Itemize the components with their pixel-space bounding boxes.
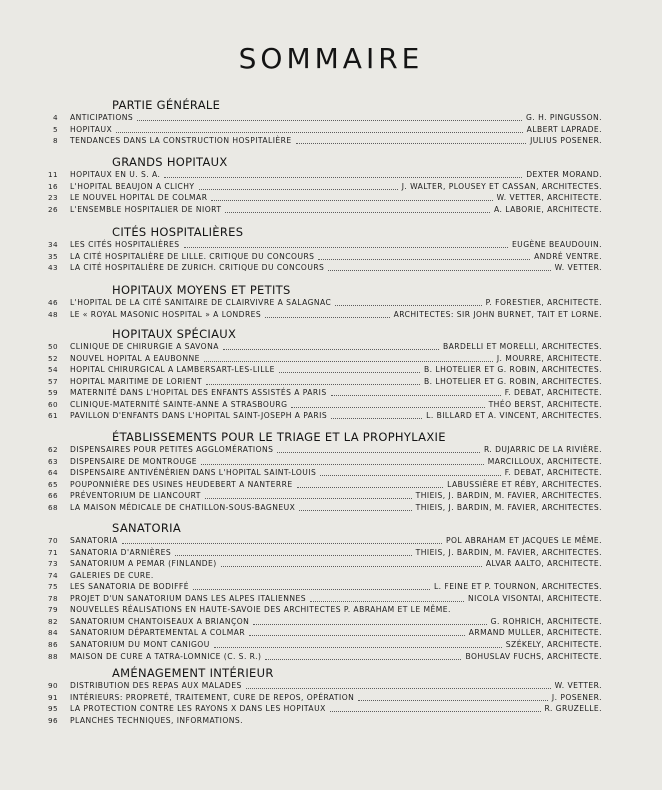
- page-number: 34: [47, 240, 58, 249]
- entry-author: ARMAND MULLER, ARCHITECTE.: [468, 628, 602, 638]
- entry-title: HOPITAUX: [70, 124, 113, 134]
- page-number: 63: [47, 456, 58, 466]
- page-number: 75: [47, 582, 58, 592]
- entry-author: J. POSENER.: [551, 692, 602, 702]
- toc-entry: [44, 702, 602, 714]
- entry-author: MARCILLOUX, ARCHITECTE.: [487, 456, 602, 466]
- toc-entry: [44, 691, 602, 703]
- page-number: 96: [47, 715, 58, 725]
- section-heading: AMÉNAGEMENT INTÉRIEUR: [112, 666, 274, 680]
- entry-author: R. DUJARRIC DE LA RIVIÈRE.: [483, 445, 602, 454]
- page-number: 73: [47, 559, 58, 569]
- dot-leader: [310, 599, 464, 602]
- page-number: 70: [47, 536, 58, 545]
- toc-entry: [44, 455, 602, 467]
- toc-entry: [44, 308, 602, 320]
- page-number: 71: [47, 547, 58, 557]
- toc-entry: [44, 111, 602, 123]
- dot-leader: [199, 187, 398, 190]
- entry-author: F. DEBAT, ARCHITECTE.: [504, 468, 602, 478]
- entry-author: SZÉKELY, ARCHITECTE.: [505, 639, 602, 649]
- dot-leader: [122, 541, 442, 544]
- entry-author: L. FEINE ET P. TOURNON, ARCHITECTES.: [434, 582, 602, 592]
- toc-entry: [44, 398, 602, 410]
- dot-leader: [299, 508, 411, 511]
- entry-title: LE NOUVEL HOPITAL DE COLMAR: [70, 193, 208, 203]
- dot-leader: [331, 393, 501, 396]
- entry-author: W. VETTER.: [554, 263, 602, 273]
- entry-author: THIEIS, J. BARDIN, M. FAVIER, ARCHITECTES.: [415, 502, 602, 512]
- section-heading: PARTIE GÉNÉRALE: [112, 98, 221, 112]
- entry-title: TENDANCES DANS LA CONSTRUCTION HOSPITALIÈRE: [70, 136, 292, 146]
- page-number: 60: [47, 399, 58, 409]
- page-number: 64: [47, 468, 58, 478]
- entry-title: LES CITÉS HOSPITALIÈRES: [70, 240, 180, 249]
- toc-entry: [44, 603, 602, 615]
- page-number: 74: [47, 570, 58, 580]
- entry-author: THIEIS, J. BARDIN, M. FAVIER, ARCHITECTES.: [415, 491, 602, 501]
- entry-title: HOPITAL CHIRURGICAL A LAMBERSART-LES-LILLE: [70, 365, 275, 375]
- toc-entry: [44, 626, 602, 638]
- entry-title: NOUVELLES RÉALISATIONS EN HAUTE-SAVOIE DES ARCHITECTES P. ABRAHAM ET LE MÊME.: [70, 605, 451, 615]
- toc-entry: [44, 478, 602, 490]
- toc-entry: [44, 501, 602, 513]
- entry-title: INTÉRIEURS: PROPRETÉ, TRAITEMENT, CURE DE REPOS, OPÉRATION: [70, 692, 355, 702]
- dot-leader: [214, 645, 502, 648]
- entry-author: POL ABRAHAM ET JACQUES LE MÊME.: [445, 536, 602, 545]
- section-heading: CITÉS HOSPITALIÈRES: [112, 225, 244, 239]
- entry-title: LES SANATORIA DE BODIFFÉ: [70, 582, 189, 592]
- page-number: 91: [47, 692, 58, 702]
- toc-entry: [44, 557, 602, 569]
- entry-title: SANATORIUM DÉPARTEMENTAL A COLMAR: [70, 628, 246, 638]
- dot-leader: [116, 130, 523, 133]
- page-number: 5: [52, 124, 58, 134]
- entry-title: SANATORIUM DU MONT CANIGOU: [70, 639, 210, 649]
- entry-title: LA CITÉ HOSPITALIÈRE DE LILLE. CRITIQUE DU CONCOURS: [70, 251, 315, 261]
- page-number: 54: [47, 365, 58, 375]
- entry-title: CLINIQUE DE CHIRURGIE A SAVONA: [70, 342, 219, 351]
- dot-leader: [193, 587, 430, 590]
- entry-author: ALVAR AALTO, ARCHITECTE.: [485, 559, 602, 569]
- entry-author: J. WALTER, PLOUSEY ET CASSAN, ARCHITECTES.: [401, 181, 602, 191]
- toc-entry: [44, 386, 602, 398]
- section-heading: GRANDS HOPITAUX: [112, 155, 228, 169]
- toc-entry: [44, 569, 602, 581]
- dot-leader: [265, 315, 389, 318]
- entry-title: PROJET D'UN SANATORIUM DANS LES ALPES ITALIENNES: [70, 593, 307, 603]
- toc-entry: [44, 180, 602, 192]
- page-number: 90: [47, 681, 58, 690]
- toc-entry: [44, 250, 602, 262]
- toc-entry: [44, 363, 602, 375]
- dot-leader: [201, 462, 484, 465]
- page-number: 62: [47, 445, 58, 454]
- section-heading: SANATORIA: [112, 521, 181, 535]
- entry-title: MATERNITÉ DANS L'HOPITAL DES ENFANTS ASSISTÉS A PARIS: [70, 388, 327, 398]
- dot-leader: [318, 257, 530, 260]
- toc-entry: [44, 534, 602, 546]
- entry-author: ARCHITECTES: SIR JOHN BURNET, TAIT ET LORNE.: [393, 309, 602, 319]
- dot-leader: [249, 633, 465, 636]
- entry-author: F. DEBAT, ARCHITECTE.: [504, 388, 602, 398]
- entry-title: SANATORIUM A PEMAR (FINLANDE): [70, 559, 217, 569]
- dot-leader: [221, 564, 482, 567]
- section-heading: HOPITAUX MOYENS ET PETITS: [112, 283, 291, 297]
- page-number: 79: [47, 605, 58, 615]
- toc-entry: [44, 714, 602, 726]
- dot-leader: [164, 175, 522, 178]
- toc-entry: [44, 134, 602, 146]
- dot-leader: [211, 198, 492, 201]
- page-number: 88: [47, 651, 58, 661]
- toc-entry: [44, 592, 602, 604]
- toc-entry: [44, 352, 602, 364]
- page-title: SOMMAIRE: [238, 42, 424, 75]
- page-number: 23: [47, 193, 58, 203]
- entry-title: GALERIES DE CURE.: [70, 570, 154, 580]
- dot-leader: [246, 686, 551, 689]
- dot-leader: [330, 709, 541, 712]
- page-number: 52: [47, 353, 58, 363]
- entry-author: LABUSSIÈRE ET RÉBY, ARCHITECTES.: [447, 479, 602, 489]
- entry-author: THÉO BERST, ARCHITECTE.: [488, 399, 602, 409]
- page-number: 68: [47, 502, 58, 512]
- page-number: 86: [47, 639, 58, 649]
- toc-entry: [44, 375, 602, 387]
- toc-entry: [44, 123, 602, 135]
- entry-author: ANDRÉ VENTRE.: [534, 251, 602, 261]
- entry-title: PAVILLON D'ENFANTS DANS L'HOPITAL SAINT-JOSEPH A PARIS: [70, 411, 328, 421]
- dot-leader: [175, 553, 411, 556]
- entry-author: EUGÈNE BEAUDOUIN.: [511, 240, 602, 249]
- page-number: 78: [47, 593, 58, 603]
- page-number: 8: [52, 136, 58, 146]
- toc-entry: [44, 615, 602, 627]
- entry-author: G. H. PINGUSSON.: [526, 113, 602, 122]
- entry-title: POUPONNIÈRE DES USINES HEUDEBERT A NANTERRE: [70, 479, 293, 489]
- dot-leader: [184, 245, 508, 248]
- page-number: 26: [47, 204, 58, 214]
- entry-author: THIEIS, J. BARDIN, M. FAVIER, ARCHITECTES.: [415, 547, 602, 557]
- page-number: 61: [47, 411, 58, 421]
- entry-title: MAISON DE CURE A TATRA-LOMNICE (C. S. R.): [70, 651, 262, 661]
- toc-entry: [44, 409, 602, 421]
- entry-title: NOUVEL HOPITAL A EAUBONNE: [70, 353, 200, 363]
- entry-author: JULIUS POSENER.: [530, 136, 602, 146]
- toc-entry: [44, 191, 602, 203]
- entry-title: SANATORIA: [70, 536, 118, 545]
- dot-leader: [206, 382, 420, 385]
- toc-entry: [44, 489, 602, 501]
- entry-title: HOPITAL MARITIME DE LORIENT: [70, 376, 203, 386]
- page-number: 66: [47, 491, 58, 501]
- entry-title: L'HOPITAL BEAUJON A CLICHY: [70, 181, 195, 191]
- page-number: 4: [52, 113, 58, 122]
- page-number: 43: [47, 263, 58, 273]
- entry-author: P. FORESTIER, ARCHITECTE.: [485, 298, 602, 307]
- entry-title: PLANCHES TECHNIQUES, INFORMATIONS.: [70, 715, 244, 725]
- page-number: 48: [47, 309, 58, 319]
- dot-leader: [279, 370, 420, 373]
- toc-entry: [44, 168, 602, 180]
- dot-leader: [225, 210, 490, 213]
- section-heading: HOPITAUX SPÉCIAUX: [112, 327, 237, 341]
- page-number: 35: [47, 251, 58, 261]
- entry-author: B. LHOTELIER ET G. ROBIN, ARCHITECTES.: [424, 365, 602, 375]
- entry-title: HOPITAUX EN U. S. A.: [70, 170, 161, 179]
- entry-title: PRÉVENTORIUM DE LIANCOURT: [70, 491, 201, 501]
- entry-title: CLINIQUE-MATERNITÉ SAINTE-ANNE A STRASBOURG: [70, 399, 288, 409]
- dot-leader: [204, 359, 493, 362]
- entry-author: A. LABORIE, ARCHITECTE.: [494, 204, 602, 214]
- dot-leader: [297, 485, 444, 488]
- entry-title: LA CITÉ HOSPITALIÈRE DE ZURICH. CRITIQUE DU CONCOURS: [70, 263, 325, 273]
- entry-title: DISPENSAIRES POUR PETITES AGGLOMÉRATIONS: [70, 445, 274, 454]
- entry-author: BARDELLI ET MORELLI, ARCHITECTES.: [442, 342, 602, 351]
- toc-entry: [44, 650, 602, 662]
- toc-entry: [44, 203, 602, 215]
- dot-leader: [137, 118, 522, 121]
- entry-author: R. GRUZELLE.: [544, 704, 602, 714]
- toc-entry: [44, 261, 602, 273]
- dot-leader: [205, 496, 412, 499]
- page-number: 84: [47, 628, 58, 638]
- entry-author: W. VETTER.: [554, 681, 602, 690]
- entry-title: L'HOPITAL DE LA CITÉ SANITAIRE DE CLAIRVIVRE A SALAGNAC: [70, 298, 332, 307]
- entry-author: NICOLA VISONTAI, ARCHITECTE.: [468, 593, 602, 603]
- dot-leader: [331, 416, 422, 419]
- dot-leader: [320, 473, 500, 476]
- page-number: 46: [47, 298, 58, 307]
- page-number: 65: [47, 479, 58, 489]
- toc-entry: [44, 638, 602, 650]
- entry-title: L'ENSEMBLE HOSPITALIER DE NIORT: [70, 204, 222, 214]
- dot-leader: [335, 303, 481, 306]
- entry-author: B. LHOTELIER ET G. ROBIN, ARCHITECTES.: [424, 376, 602, 386]
- dot-leader: [223, 347, 439, 350]
- page-number: 11: [47, 170, 58, 179]
- toc-entry: [44, 340, 602, 352]
- page-number: 50: [47, 342, 58, 351]
- dot-leader: [253, 622, 486, 625]
- dot-leader: [265, 657, 461, 660]
- entry-author: J. MOURRE, ARCHITECTE.: [496, 353, 602, 363]
- entry-title: ANTICIPATIONS: [70, 113, 134, 122]
- toc-entry: [44, 546, 602, 558]
- page-number: 95: [47, 704, 58, 714]
- dot-leader: [296, 141, 526, 144]
- dot-leader: [328, 268, 550, 271]
- entry-author: W. VETTER, ARCHITECTE.: [496, 193, 602, 203]
- entry-author: DEXTER MORAND.: [526, 170, 602, 179]
- entry-title: DISTRIBUTION DES REPAS AUX MALADES: [70, 681, 242, 690]
- toc-entry: [44, 580, 602, 592]
- entry-title: DISPENSAIRE DE MONTROUGE: [70, 456, 198, 466]
- entry-author: L. BILLARD ET A. VINCENT, ARCHITECTES.: [426, 411, 602, 421]
- entry-title: LE « ROYAL MASONIC HOSPITAL » A LONDRES: [70, 309, 262, 319]
- dot-leader: [358, 698, 548, 701]
- entry-title: SANATORIUM CHANTOISEAUX A BRIANÇON: [70, 616, 250, 626]
- entry-author: ALBERT LAPRADE.: [526, 124, 602, 134]
- page-number: 16: [47, 181, 58, 191]
- toc-entry: [44, 443, 602, 455]
- toc-entry: [44, 466, 602, 478]
- toc-entry: [44, 679, 602, 691]
- section-heading: ÉTABLISSEMENTS POUR LE TRIAGE ET LA PROPHYLAXIE: [112, 430, 446, 444]
- page-number: 82: [47, 616, 58, 626]
- page-number: 59: [47, 388, 58, 398]
- toc-entry: [44, 296, 602, 308]
- entry-author: BOHUSLAV FUCHS, ARCHITECTE.: [465, 651, 602, 661]
- entry-title: DISPENSAIRE ANTIVÉNÉRIEN DANS L'HOPITAL SAINT-LOUIS: [70, 468, 317, 478]
- dot-leader: [277, 450, 479, 453]
- entry-title: LA MAISON MÉDICALE DE CHATILLON-SOUS-BAGNEUX: [70, 502, 296, 512]
- entry-author: G. ROHRICH, ARCHITECTE.: [490, 616, 602, 626]
- dot-leader: [291, 405, 484, 408]
- entry-title: LA PROTECTION CONTRE LES RAYONS X DANS LES HOPITAUX: [70, 704, 326, 714]
- toc-entry: [44, 238, 602, 250]
- entry-title: SANATORIA D'ARNIÈRES: [70, 547, 172, 557]
- page-number: 57: [47, 376, 58, 386]
